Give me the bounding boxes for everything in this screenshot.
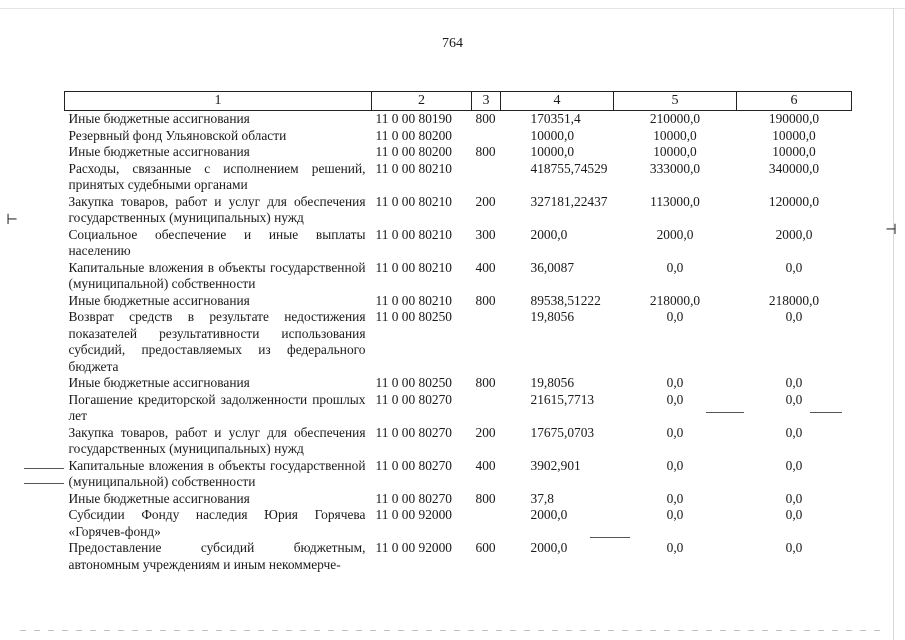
row-value-col5: 0,0 [666,490,684,506]
row-value-col4: 17675,0703 [530,424,595,440]
row-name: Предоставление субсидий бюджетным, автономным учреждениям и иным некоммерче- [68,540,366,572]
scan-artifact-line [810,412,842,413]
row-code: 11 0 00 80270 [375,490,452,506]
row-value-col5: 2000,0 [656,226,694,242]
row-code: 11 0 00 80270 [375,424,452,440]
row-value-col4: 36,0087 [530,259,575,275]
table-row [65,375,852,392]
row-expense-type: 200 [475,193,496,209]
row-expense-type: 300 [475,226,496,242]
row-value-col4: 10000,0 [530,144,575,159]
row-value-col6: 120000,0 [768,193,820,209]
row-value-col5: 0,0 [666,424,684,440]
row-value-col5: 10000,0 [653,144,697,159]
row-name: Капитальные вложения в объекты государственной (муниципальной) собственности [68,457,366,489]
row-value-col6: 190000,0 [768,111,820,126]
row-value-col6: 218000,0 [768,292,820,308]
scan-edge-right [893,8,894,640]
table-row [65,540,852,573]
row-value-col6: 0,0 [785,309,803,324]
row-value-col5: 0,0 [666,309,684,324]
row-name: Иные бюджетные ассигнования [68,490,250,506]
table-row [65,507,852,540]
row-expense-type: 800 [475,111,496,126]
row-value-col5: 0,0 [666,540,684,555]
scan-artifact-line [706,412,744,413]
scan-artifact-bottom [20,630,880,631]
table-row [65,491,852,508]
table-row [65,309,852,375]
row-value-col4: 10000,0 [530,127,575,143]
header-cell-3: 3 [472,92,501,111]
row-expense-type [472,161,501,194]
scan-edge-top [0,8,905,9]
row-value-col6: 340000,0 [768,160,820,176]
table-row [65,144,852,161]
budget-table [64,91,852,573]
row-value-col5: 113000,0 [650,193,700,209]
row-value-col6: 0,0 [785,259,803,275]
margin-mark-right: ⊣ [885,223,898,238]
row-code: 11 0 00 80200 [375,127,452,143]
row-value-col6: 0,0 [785,457,803,473]
table-row [65,194,852,227]
header-cell-1: 1 [65,92,372,111]
row-code: 11 0 00 80270 [375,391,452,407]
row-value-col6: 0,0 [785,507,803,522]
row-code: 11 0 00 80250 [375,375,452,390]
row-value-col4: 37,8 [530,490,554,506]
row-value-col4: 170351,4 [530,111,581,126]
table-row [65,293,852,310]
row-value-col6: 10000,0 [772,144,816,159]
table-header-row [65,92,852,111]
row-expense-type [472,309,501,375]
row-value-col4: 2000,0 [530,540,568,555]
row-code: 11 0 00 80200 [375,144,452,159]
row-name: Расходы, связанные с исполнением решений, принятых судебными органами [68,160,366,192]
row-value-col5: 210000,0 [649,111,701,126]
row-name: Погашение кредиторской задолженности прошлых лет [68,391,366,423]
row-expense-type [472,507,501,540]
row-name: Субсидии Фонду наследия Юрия Горячева «Горячев-фонд» [68,507,366,539]
page-number: 764 [442,36,463,51]
row-expense-type: 400 [475,457,496,473]
row-code: 11 0 00 80210 [375,259,452,275]
row-expense-type: 400 [475,259,496,275]
row-value-col4: 2000,0 [530,507,568,522]
row-value-col5: 0,0 [666,259,684,275]
row-value-col5: 0,0 [666,457,684,473]
scan-artifact-line [590,537,630,538]
table-row [65,458,852,491]
row-name: Иные бюджетные ассигнования [68,144,250,159]
row-name: Закупка товаров, работ и услуг для обеспечения государственных (муниципальных) нужд [68,193,366,225]
row-expense-type: 800 [475,375,496,390]
row-value-col6: 0,0 [785,424,803,440]
scan-artifact-line [24,468,64,469]
row-expense-type: 600 [475,540,496,555]
row-value-col6: 10000,0 [772,127,816,143]
row-expense-type [472,128,501,145]
row-value-col5: 0,0 [666,507,684,522]
row-code: 11 0 00 92000 [375,507,452,522]
table-row [65,425,852,458]
row-value-col4: 418755,74529 [530,160,608,176]
table-row [65,227,852,260]
row-name: Закупка товаров, работ и услуг для обеспечения государственных (муниципальных) нужд [68,424,366,456]
row-expense-type: 200 [475,424,496,440]
row-code: 11 0 00 92000 [375,540,452,555]
row-expense-type: 800 [475,292,496,308]
row-expense-type: 800 [475,490,496,506]
row-value-col4: 19,8056 [530,375,575,390]
row-value-col4: 2000,0 [530,226,568,242]
header-cell-4: 4 [501,92,614,111]
table-row [65,392,852,425]
row-value-col6: 0,0 [785,391,803,407]
row-value-col5: 218000,0 [649,292,701,308]
row-value-col4: 19,8056 [530,309,575,324]
row-code: 11 0 00 80210 [375,226,452,242]
table-row [65,161,852,194]
margin-mark-left: ⊢ [6,213,19,228]
row-name: Социальное обеспечение и иные выплаты населению [68,226,366,258]
row-expense-type [472,392,501,425]
header-cell-2: 2 [372,92,472,111]
scan-artifact-line [24,483,64,484]
row-name: Резервный фонд Ульяновской области [68,127,287,143]
row-value-col4: 89538,51222 [530,292,601,308]
row-value-col4: 3902,901 [530,457,581,473]
row-value-col5: 0,0 [666,391,684,407]
table-row [65,128,852,145]
row-value-col6: 0,0 [785,375,803,390]
row-value-col4: 21615,7713 [530,391,595,407]
row-value-col5: 10000,0 [653,127,697,143]
row-value-col6: 0,0 [785,490,803,506]
row-value-col5: 0,0 [666,375,684,390]
row-value-col6: 0,0 [785,540,803,555]
row-value-col6: 2000,0 [775,226,813,242]
row-expense-type: 800 [475,144,496,159]
row-name: Иные бюджетные ассигнования [68,111,250,126]
table-body [65,111,852,574]
row-code: 11 0 00 80210 [375,292,452,308]
table-row [65,111,852,128]
row-name: Капитальные вложения в объекты государственной (муниципальной) собственности [68,259,366,291]
row-name: Иные бюджетные ассигнования [68,375,250,390]
row-value-col4: 327181,22437 [530,193,608,209]
row-code: 11 0 00 80210 [375,160,452,176]
header-cell-6: 6 [737,92,852,111]
header-cell-5: 5 [614,92,737,111]
row-code: 11 0 00 80210 [375,193,452,209]
row-code: 11 0 00 80250 [375,309,452,324]
row-value-col5: 333000,0 [649,160,701,176]
row-name: Возврат средств в результате недостижения показателей результативности использования субсидий, предоставляемых из федерального бюджета [68,309,366,374]
row-name: Иные бюджетные ассигнования [68,292,250,308]
row-code: 11 0 00 80270 [375,457,452,473]
row-code: 11 0 00 80190 [375,111,452,126]
table-row [65,260,852,293]
